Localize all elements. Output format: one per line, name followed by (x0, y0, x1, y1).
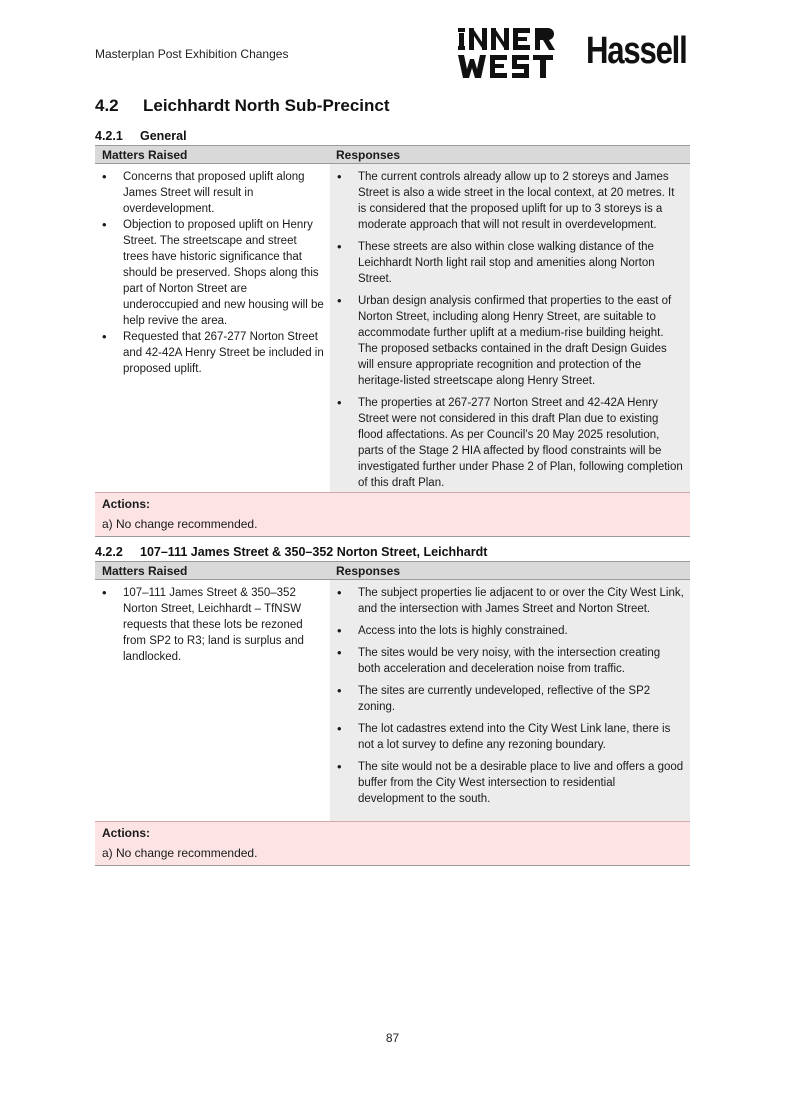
response-item: • The sites are currently undeveloped, reflective of the SP2 zoning. (330, 683, 684, 715)
table-body (95, 164, 690, 492)
matters-raised-header: Matters Raised (102, 148, 188, 162)
response-item: • The sites would be very noisy, with the intersection creating both acceleration and deceleration noise from traffic. (330, 645, 684, 677)
page-number: 87 (385, 1031, 400, 1045)
actions-label: Actions: (102, 826, 150, 840)
actions-text: a) No change recommended. (102, 846, 258, 860)
response-item: • The subject properties lie adjacent to or over the City West Link, and the intersection with James Street and Norton Street. (330, 585, 684, 617)
matters-raised-header: Matters Raised (102, 564, 188, 578)
table-body (95, 580, 690, 821)
table-general (95, 145, 690, 537)
section-number: 4.2 (95, 96, 119, 115)
inner-west-logo (457, 27, 557, 79)
header-title: Masterplan Post Exhibition Changes (95, 47, 289, 61)
subsection-title: 107–111 James Street & 350–352 Norton Street, Leichhardt (140, 545, 488, 559)
responses-column (330, 164, 690, 492)
hassell-logo: Hassell (586, 30, 687, 72)
response-item: • The lot cadastres extend into the City West Link lane, there is not a lot survey to define any rezoning boundary. (330, 721, 684, 753)
actions-label: Actions: (102, 497, 150, 511)
matter-item: • 107–111 James Street & 350–352 Norton Street, Leichhardt – TfNSW requests that these lots be rezoned from SP2 to R3; land is surplus and landlocked. (95, 585, 324, 665)
responses-header: Responses (336, 148, 401, 162)
response-item: • The properties at 267-277 Norton Street and 42-42A Henry Street were not considered in this draft Plan due to existing flood affectations. As per Council’s 20 May 2025 resolution, parts of the Stage 2 HIA affected by flood constraints will be investigated further under Phase 2 of Plan, following completion of this draft Plan. (330, 395, 684, 491)
subsection-number: 4.2.1 (95, 129, 123, 143)
section-heading (95, 96, 390, 116)
matters-column (95, 580, 330, 821)
table-header (95, 145, 690, 164)
subsection-heading-general (95, 129, 187, 143)
matter-item: • Concerns that proposed uplift along James Street will result in overdevelopment. (95, 169, 324, 217)
section-title: Leichhardt North Sub-Precinct (143, 96, 390, 115)
responses-header: Responses (336, 564, 401, 578)
subsection-heading-james-street (95, 545, 487, 559)
matter-item: • Objection to proposed uplift on Henry Street. The streetscape and street trees have historic significance that should be preserved. Shops along this part of Norton Street are underoccupied and new housing will be help revive the area. (95, 217, 324, 329)
matter-item: • Requested that 267-277 Norton Street and 42-42A Henry Street be included in proposed uplift. (95, 329, 324, 377)
table-header (95, 561, 690, 580)
actions-text: a) No change recommended. (102, 517, 258, 531)
response-item: • These streets are also within close walking distance of the Leichhardt North light rail stop and amenities along Norton Street. (330, 239, 684, 287)
response-item: • The site would not be a desirable place to live and offers a good buffer from the City West intersection to residential development to the south. (330, 759, 684, 807)
actions-row (95, 821, 690, 866)
actions-row (95, 492, 690, 537)
response-item: • Urban design analysis confirmed that properties to the east of Norton Street, including along Henry Street, are suitable to accommodate further uplift at a medium-rise building height. The proposed setbacks contained in the draft Design Guides will ensure appropriate recognition and protection of the heritage-listed streetscape along Henry Street. (330, 293, 684, 389)
response-item: • Access into the lots is highly constrained. (330, 623, 684, 639)
matters-column (95, 164, 330, 492)
response-item: • The current controls already allow up to 2 storeys and James Street is also a wide street in the local context, at 20 metres. It is considered that the proposed uplift for up to 3 storeys is a moderate approach that will not result in overdevelopment. (330, 169, 684, 233)
responses-column (330, 580, 690, 821)
subsection-title: General (140, 129, 187, 143)
subsection-number: 4.2.2 (95, 545, 123, 559)
table-james-street (95, 561, 690, 866)
